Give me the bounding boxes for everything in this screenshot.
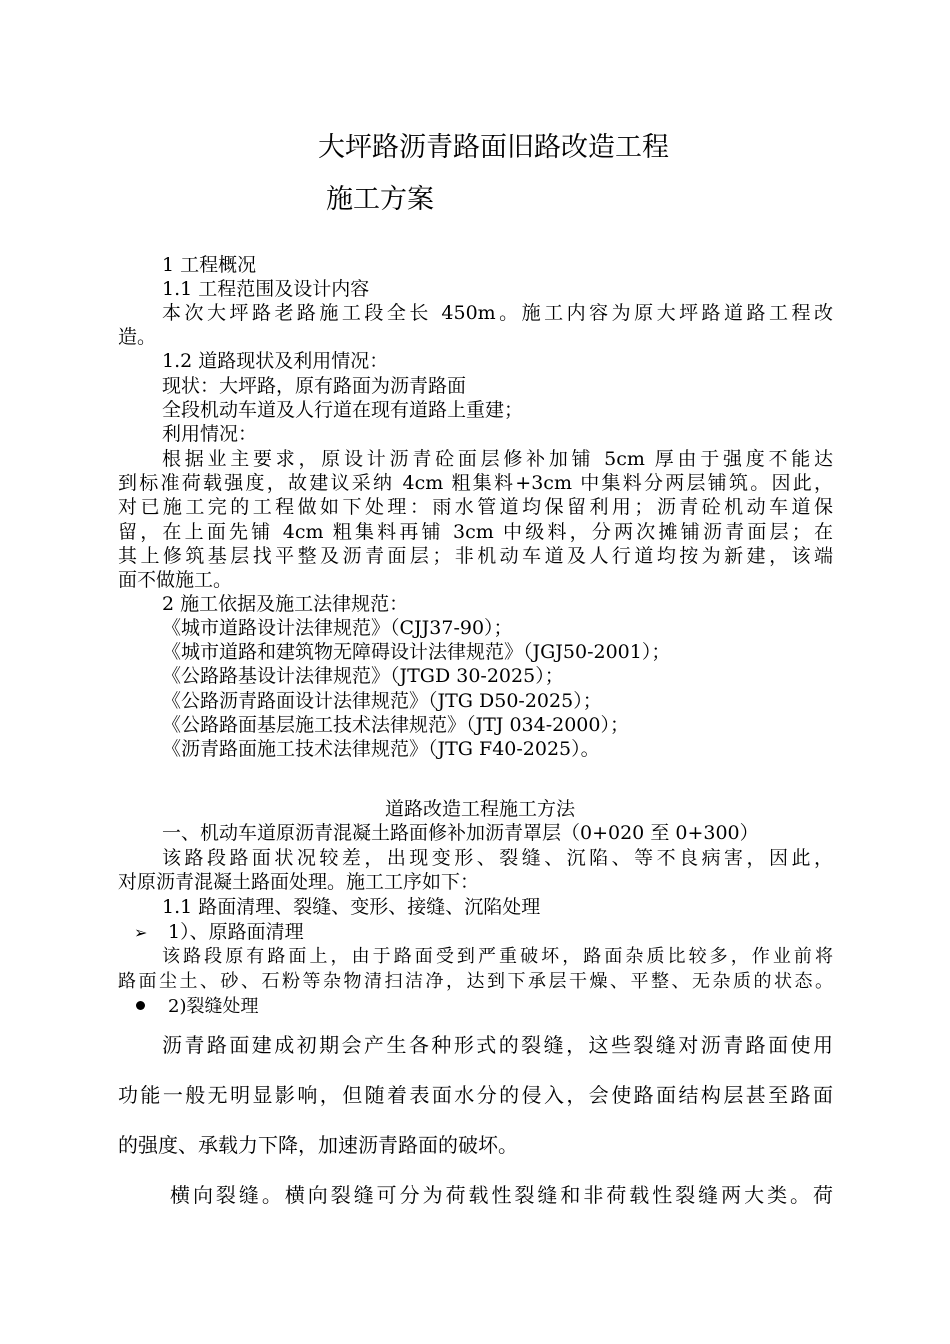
norm-item: 《沥青路面施工技术法律规范》（JTG F40-2025）。 — [162, 738, 600, 760]
norm-item: 《公路沥青路面设计法律规范》（JTG D50-2025）； — [162, 690, 602, 712]
method-heading-1: 一、机动车道原沥青混凝土路面修补加沥青罩层（0+020 至 0+300） — [162, 822, 759, 844]
paragraph-line: 对原沥青混凝土路面处理。施工工序如下： — [118, 871, 480, 893]
paragraph-line: 该路段路面状况较差，出现变形、裂缝、沉陷、等不良病害，因此， — [162, 847, 833, 869]
bullet-item-1: 1）、原路面清理 — [168, 921, 304, 943]
paragraph-line: 的强度、承载力下降，加速沥青路面的破坏。 — [118, 1133, 518, 1157]
paragraph-line: 该路段原有路面上，由于路面受到严重破坏，路面杂质比较多，作业前将 — [162, 946, 833, 967]
document-title: 大坪路沥青路面旧路改造工程 — [318, 132, 669, 163]
paragraph-line: 到标准荷载强度，故建议采纳 4cm 粗集料+3cm 中集料分两层铺筑。因此， — [118, 472, 833, 494]
paragraph-line: 对已施工完的工程做如下处理：雨水管道均保留利用；沥青砼机动车道保 — [118, 496, 833, 518]
bullet-item-2: 2)裂缝处理 — [168, 996, 259, 1017]
section-heading-1-2: 1.2 道路现状及利用情况： — [162, 350, 389, 372]
paragraph-line: 造。 — [118, 326, 157, 348]
section-heading-1: 1 工程概况 — [162, 254, 257, 276]
round-bullet-icon — [136, 1001, 145, 1010]
paragraph-line: 其上修筑基层找平整及沥青面层；非机动车道及人行道均按为新建，该端 — [118, 545, 833, 567]
paragraph-line: 本次大坪路老路施工段全长 450m。施工内容为原大坪路道路工程改 — [162, 302, 833, 324]
method-heading-1-1: 1.1 路面清理、裂缝、变形、接缝、沉陷处理 — [162, 896, 541, 918]
section-heading-2: 2 施工依据及施工法律规范： — [162, 593, 409, 615]
paragraph-line: 沥青路面建成初期会产生各种形式的裂缝，这些裂缝对沥青路面使用 — [162, 1033, 833, 1057]
arrow-bullet-icon: ➢ — [134, 923, 148, 942]
paragraph-line: 留，在上面先铺 4cm 粗集料再铺 3cm 中级料，分两次摊铺沥青面层；在 — [118, 521, 833, 543]
method-title: 道路改造工程施工方法 — [385, 798, 576, 820]
paragraph-line: 全段机动车道及人行道在现有道路上重建； — [162, 399, 524, 421]
norm-item: 《城市道路设计法律规范》（CJJ37-90）； — [162, 617, 513, 639]
section-heading-1-1: 1.1 工程范围及设计内容 — [162, 278, 370, 300]
norm-item: 《公路路基设计法律规范》（JTGD 30-2025）； — [162, 665, 564, 687]
paragraph-line: 面不做施工。 — [118, 569, 233, 591]
paragraph-line: 横向裂缝。横向裂缝可分为荷载性裂缝和非荷载性裂缝两大类。荷 — [170, 1183, 833, 1207]
paragraph-line: 路面尘土、砂、石粉等杂物清扫洁净，达到下承层干燥、平整、无杂质的状态。 — [118, 971, 833, 992]
paragraph-line: 根据业主要求，原设计沥青砼面层修补加铺 5cm 厚由于强度不能达 — [162, 448, 833, 470]
paragraph-line: 利用情况： — [162, 423, 258, 445]
document-subtitle: 施工方案 — [326, 184, 434, 215]
paragraph-line: 现状：大坪路，原有路面为沥青路面 — [162, 375, 467, 397]
norm-item: 《城市道路和建筑物无障碍设计法律规范》（JGJ50-2001）； — [162, 641, 671, 663]
paragraph-line: 功能一般无明显影响，但随着表面水分的侵入，会使路面结构层甚至路面 — [118, 1083, 833, 1107]
norm-item: 《公路路面基层施工技术法律规范》（JTJ 034-2000）； — [162, 714, 629, 736]
